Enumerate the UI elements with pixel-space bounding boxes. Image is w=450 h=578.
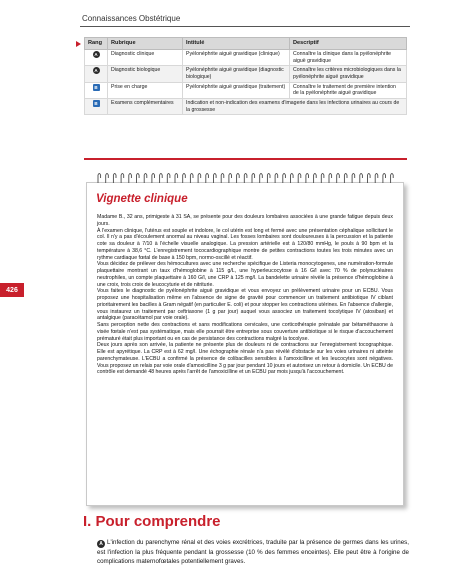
rank-badge: A	[97, 540, 105, 548]
spiral-ring	[283, 174, 286, 184]
section-title: I. Pour comprendre	[83, 513, 221, 530]
table-cell-rubrique: Examens complémentaires	[108, 98, 183, 114]
spiral-ring	[291, 174, 294, 184]
spiral-ring	[106, 174, 109, 184]
spiral-ring	[214, 174, 217, 184]
spiral-ring	[198, 174, 201, 184]
rank-badge: A	[94, 68, 98, 74]
notebook-spiral-icon	[95, 172, 395, 184]
vignette-body	[97, 214, 393, 376]
vignette-paragraph: Deux jours après son arrivée, la patiente ne présente plus de douleurs ni de contractions sur l'enregistrement tocographique. Elle est apyrétique. La CRP est à 62 mg/l. Une échographie rénale n'a pas révélé d'obstacle sur les voies urinaires ni atteinte parenchymateuse. L'ECBU a confirmé la présence de colibacilles sensibles à l'amoxicilline et les leucocytes sont négatives. Vous proposez un relais par voie orale d'amoxicilline 3 g par jour pendant 10 jours et autorisez un retour à domicile. Un ECBU de contrôle est demandé 48 heures après l'arrêt de l'amoxicilline et un ECBU par mois jusqu'à l'accouchement.	[97, 342, 393, 376]
spiral-ring	[183, 174, 186, 184]
spiral-ring	[144, 174, 147, 184]
spiral-ring	[337, 174, 340, 184]
table-cell-rubrique: Prise en charge	[108, 82, 183, 98]
spiral-ring	[321, 174, 324, 184]
spiral-ring	[113, 174, 116, 184]
table-row	[85, 98, 407, 114]
spiral-ring	[344, 174, 347, 184]
table-cell-intitule: Pyélonéphrite aiguë gravidique (diagnostic biologique)	[183, 66, 290, 82]
col-header-descriptif: Descriptif	[290, 38, 407, 50]
spiral-ring	[167, 174, 170, 184]
spiral-ring	[237, 174, 240, 184]
section-body	[97, 538, 409, 566]
table-cell-rubrique: Diagnostic clinique	[108, 50, 183, 66]
rank-badge: B	[94, 100, 98, 106]
table-arrow-icon	[76, 41, 81, 47]
rank-badge: B	[94, 84, 98, 90]
table-row	[85, 66, 407, 82]
table-cell-descriptif: Connaître les critères microbiologiques dans la pyélonéphrite aiguë gravidique	[290, 66, 407, 82]
col-header-rubrique: Rubrique	[108, 38, 183, 50]
spiral-ring	[129, 174, 132, 184]
vignette-paragraph: Vous décidez de prélever des hémocultures avec une recherche spécifique de Listeria monocytogenes, une numération-formule plaquettaire montrant un taux d'hémoglobine à 115 g/L, une hyperleucocytose à 16 G/l avec 70 % de polynucléaires neutrophiles, un compte plaquettaire à 160 G/l, une CRP à 125 mg/l. La bandelette urinaire révèle la présence d'hémoglobine à une croix, trois croix de leucocyturie et de nitriturie.	[97, 261, 393, 288]
vignette-paragraph: À l'examen clinique, l'utérus est souple et indolore, le col utérin est long et fermé avec une présentation céphalique sollicitant le col. Il n'y a pas d'écoulement anormal au niveau vaginal. Les fosses lombaires sont douloureuses à la percussion et la patiente cote sa douleur à 7/10 à l'échelle visuelle analogique. La pression artérielle est à 120/80 mmHg, le pouls à 90 bpm et la température à 38,6 °C. L'enregistrement tococardiographique montre de petites contractions toutes les trois minutes avec un rythme cardiaque fœtal de base à 150 bpm, normo-oscillé et réactif.	[97, 227, 393, 261]
spiral-ring	[329, 174, 332, 184]
spiral-ring	[306, 174, 309, 184]
spiral-ring	[244, 174, 247, 184]
spiral-ring	[160, 174, 163, 184]
spiral-ring	[352, 174, 355, 184]
table-cell-intitule: Pyélonéphrite aiguë gravidique (traitement)	[183, 82, 290, 98]
header-rule	[80, 26, 410, 27]
rank-badge: A	[94, 52, 98, 57]
vignette-title: Vignette clinique	[96, 193, 188, 205]
table-row	[85, 50, 407, 66]
vignette-paragraph: Sans perception nette des contractions et sans modifications cervicales, une corticothérapie prénatale par bétaméthasone à visée fœtale n'est pas systématique, mais elle pourrait être entreprise sous couverture antibiotique si le risque d'accouchement prématuré était plus important ou en cas de persistance des contractions malgré la tocolyse.	[97, 322, 393, 342]
objectives-table	[84, 37, 407, 115]
spiral-ring	[360, 174, 363, 184]
spiral-ring	[98, 174, 101, 184]
spiral-ring	[175, 174, 178, 184]
section-paragraph: L'infection du parenchyme rénal et des voies excrétrices, traduite par la présence de germes dans les urines, est l'infection la plus fréquente pendant la grossesse (10 % des femmes enceintes). Elle peut être à l'origine de complications maternofœtales potentiellement graves.	[97, 539, 409, 565]
spiral-ring	[275, 174, 278, 184]
table-bottom-rule	[84, 158, 407, 160]
col-header-rang: Rang	[85, 38, 108, 50]
table-row	[85, 82, 407, 98]
spiral-ring	[137, 174, 140, 184]
spiral-ring	[152, 174, 155, 184]
col-header-intitule: Intitulé	[183, 38, 290, 50]
spiral-ring	[221, 174, 224, 184]
spiral-ring	[260, 174, 263, 184]
table-cell-descriptif: Connaître la clinique dans la pyélonéphrite aiguë gravidique	[290, 50, 407, 66]
spiral-ring	[375, 174, 378, 184]
vignette-paragraph: Madame B., 32 ans, primigeste à 31 SA, se présente pour des douleurs lombaires associées à une grande fatigue depuis deux jours.	[97, 214, 393, 227]
spiral-ring	[229, 174, 232, 184]
spiral-ring	[368, 174, 371, 184]
spiral-ring	[383, 174, 386, 184]
table-cell-intitule: Pyélonéphrite aiguë gravidique (clinique)	[183, 50, 290, 66]
vignette-paragraph: Vous faites le diagnostic de pyélonéphrite aiguë gravidique et vous envoyez un prélèvement urinaire pour un ECBU. Vous proposez une hospitalisation même en l'absence de signe de gravité pour commencer un traitement antibiotique IV ciblant prioritairement les bacilles à Gram négatif (en particulier E. coli) et pour stopper les contractions utérines. En l'absence d'allergie, vous instaurez un traitement par ceftriaxone (1 g par jour) auquel vous associez un traitement tocolytique IV (atosiban) et antalgique (paracétamol par voie orale).	[97, 288, 393, 322]
spiral-ring	[121, 174, 124, 184]
table-cell-descriptif: Connaître le traitement de première intention de la pyélonéphrite aiguë gravidique	[290, 82, 407, 98]
table-header-row	[85, 38, 407, 50]
table-cell-rubrique: Diagnostic biologique	[108, 66, 183, 82]
table-cell-intitule: Indication et non-indication des examens d'imagerie dans les infections urinaires au cours de la grossesse	[183, 98, 407, 114]
spiral-ring	[391, 174, 394, 184]
spiral-ring	[206, 174, 209, 184]
spiral-ring	[298, 174, 301, 184]
spiral-ring	[314, 174, 317, 184]
page-number-tab: 426	[0, 283, 24, 297]
running-header: Connaissances Obstétrique	[82, 14, 181, 23]
spiral-ring	[267, 174, 270, 184]
spiral-ring	[190, 174, 193, 184]
spiral-ring	[252, 174, 255, 184]
